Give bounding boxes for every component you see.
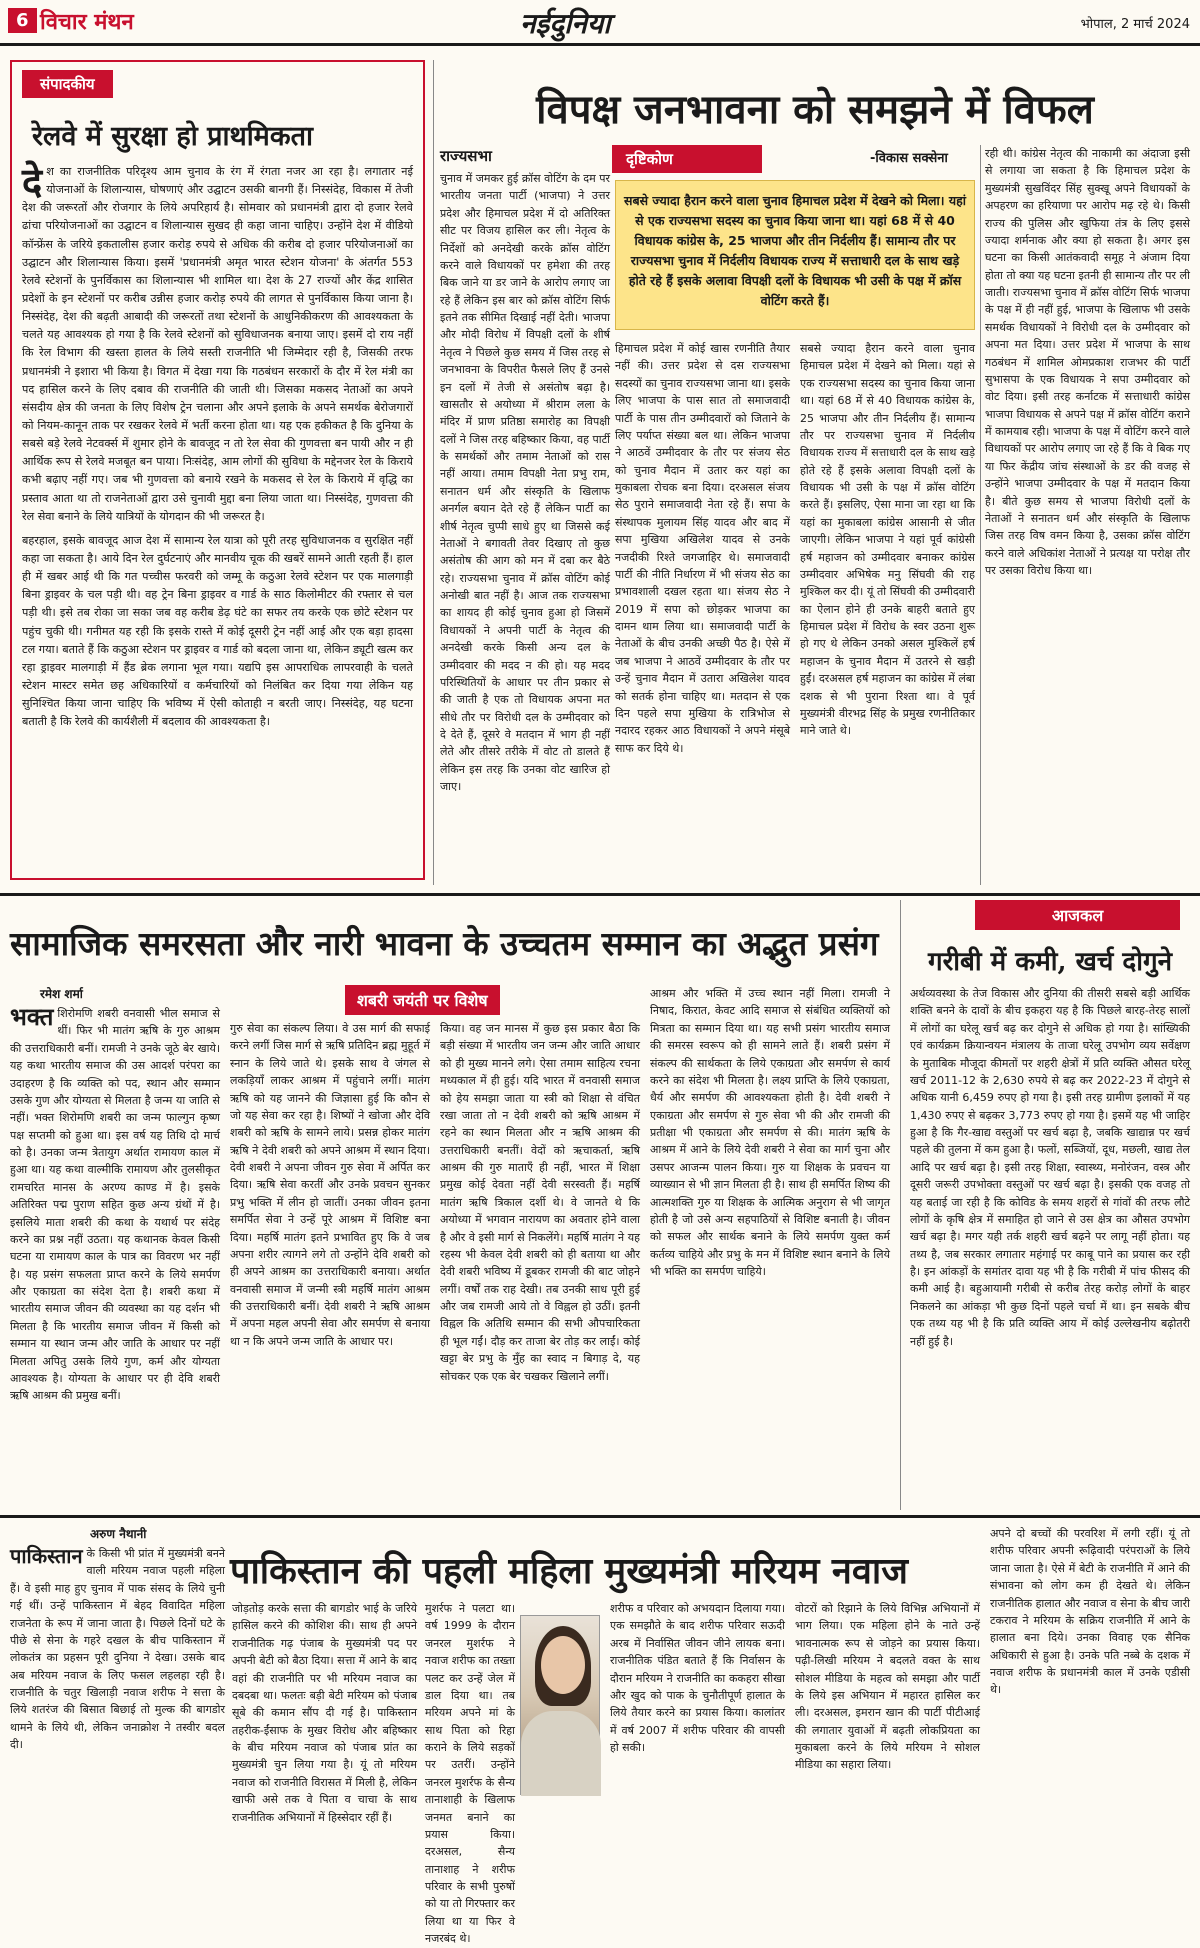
- aajkal-body: अर्थव्यवस्था के तेज विकास और दुनिया की तीसरी सबसे बड़ी आर्थिक शक्ति बनने के दावों के बीच इकहरा यह है कि पिछले बारह-तेरह सालों में लोगों का घरेलू खर्च बढ़ कर दोगुने से अधिक हो गया है। सांख्यिकी एवं कार्यक्रम क्रियान्वयन मंत्रालय के ताजा घरेलू उपभोग व्यय सर्वेक्षण के मुताबिक मौजूदा कीमतों पर शहरी क्षेत्रों में प्रति व्यक्ति औसत घरेलू खर्च 2011-12 के 2,630 रुपये से बढ़ कर 2022-23 में दोगुने से अधिक यानी 6,459 रुपए हो गया है। इसी तरह ग्रामीण इलाकों में यह 1,430 रुपए से बढ़कर 3,773 रुपए हो गया है। इसमें यह भी जाहिर हुआ है कि गैर-खाद्य वस्तुओं पर खर्च बढ़ा है, जबकि खाद्यान्न पर खर्च पहले की तुलना में कम हुआ है। फलों, सब्जियों, दूध, मछली, खाद्य तेल आदि पर खर्च बढ़ा है। इसी तरह शिक्षा, स्वास्थ्य, मनोरंजन, वस्त्र और दूसरी जरूरी उपभोक्ता वस्तुओं पर खर्च बढ़ा है। इसकी एक वजह तो यह बताई जा रही है कि कोविड के समय शहरों से गांवों की तरफ लौटे लोगों के कृषि क्षेत्र में समाहित हो जाने से उस क्षेत्र का औसत उपभोग खर्च बढ़ा है। मगर यही तर्क शहरी खर्च बढ़ने पर लागू नहीं होता। यह तथ्य है, जब सरकार लगातार महंगाई पर काबू पाने का प्रयास कर रही है। इन आंकड़ों के समांतर दावा यह भी है कि गरीबी में पांच फीसद की कमी आई है। बहुआयामी गरीबी से करीब तेरह करोड़ लोगों के बाहर निकलने का आंकड़ा भी कुछ दिनों पहले चर्चा में था। इन सबके बीच एक तथ्य यह भी है कि प्रति व्यक्ति आय में कोई उल्लेखनीय बढ़ोतरी नहीं हुई है।: [910, 987, 1190, 1348]
- divider: [433, 60, 434, 885]
- feature-dropcap: भक्त: [10, 1003, 54, 1031]
- pakistan-column-1: [10, 1545, 225, 1890]
- section-rule: [0, 893, 1200, 896]
- lead-headline: विपक्ष जनभावना को समझने में विफल: [536, 86, 1094, 133]
- editorial-tag: संपादकीय: [22, 70, 113, 98]
- pakistan-column-2: जोड़तोड़ करके सत्ता की बागडोर भाई के जरिये हासिल करने की कोशिश की। साथ ही अपने राजनीतिक गढ़ पंजाब के मुख्यमंत्री पद पर अपनी बेटी को बैठा दिया। सत्ता में आने के बाद वहां की राजनीति पर भी मरियम नवाज का दबदबा था। फलतः बड़ी बेटी मरियम को पंजाब सूबे की कमान सौंप दी गई है। पाकिस्तान तहरीक-ईंसाफ के मुखर विरोध और बहिष्कार के बीच मरियम नवाज को पंजाब प्रांत का मुख्यमंत्री चुन लिया गया है। यूं तो मरियम नवाज को राजनीति विरासत में मिली है, लेकिन खाफी असे तक वे पिता व चाचा के साथ राजनीतिक अभियानों में हिस्सेदार रहीं हैं।: [232, 1602, 417, 1824]
- section-name: विचार मंथन: [40, 10, 134, 35]
- lead-column-3: सबसे ज्यादा हैरान करने वाला चुनाव हिमाचल प्रदेश में देखने को मिला। यहां से एक राज्यसभा सदस्य का चुनाव किया जाना था। यहां 68 में से 40 विधायक कांग्रेस के, 25 भाजपा और तीन निर्दलीय हैं। सामान्य तौर पर राज्यसभा चुनाव में निर्दलीय विधायक राज्य में सत्ताधारी दल के साथ खड़े होते रहे हैं इसके अलावा विपक्षी दलों के विधायक भी उसी के पक्ष में क्रॉस वोटिंग करते हैं। इसलिए, ऐसा माना जा रहा था कि यहां का मुकाबला कांग्रेस आसानी से जीत जाएगी। लेकिन भाजपा ने यहां पूर्व कांग्रेसी हर्ष महाजन को उम्मीदवार बनाकर कांग्रेस उम्मीदवार अभिषेक मनु सिंघवी की राह मुश्किल कर दी। यूं तो सिंघवी की उम्मीदवारी का ऐलान होने ही उनके बाहरी बताते हुए हिमाचल प्रदेश में विरोध के स्वर उठना शुरू हो गए थे लेकिन उनको असल मुश्किलें हर्ष महाजन के चुनाव मैदान में उतरने से खड़ी हुईं। दरअसल हर्ष महाजन का कांग्रेस में लंबा दशक से भी पुराना रिश्ता था। वे पूर्व मुख्यमंत्री वीरभद्र सिंह के प्रमुख रणनीतिकार माने जाते थे।: [800, 342, 975, 738]
- feature-column-3: किया। वह जन मानस में कुछ इस प्रकार बैठा कि बड़ी संख्या में भारतीय जन जन्म और जाति आधार को ही मुख्य मानने लगे। ऐसा तमाम साहित्य रचना मध्यकाल में ही हुई। यदि भारत में वनवासी समाज को हेय समझा जाता या स्त्री को शिक्षा से वंचित रखा जाता तो न देवी शबरी को ऋषि आश्रम में रहने का स्थान मिलता और न ऋषि आश्रम की उत्तराधिकारी बनतीं। वेदों को ऋचाकर्ता, ऋषि आश्रम की गुरु माताएँ ही नहीं, भारत में शिक्षा प्रमुख कोई देवता नहीं देवी सरस्वती हैं। महर्षि मातंग ऋषि त्रिकाल दर्शी थे। वे जानते थे कि अयोध्या में भगवान नारायण का अवतार होने वाला है और वे इसी मार्ग से निकलेंगे। महर्षि मातंग ने यह रहस्य भी केवल देवी शबरी को ही बताया था और देवी शबरी भविष्य में डूबकर रामजी की बाट जोहने लगीं। वर्षों तक राह देखी। तब उनकी साध पूरी हुई और जब रामजी आये तो वे विह्वल हो उठीं। इतनी विह्वल कि अतिथि सम्मान की सभी औपचारिकता ही भूल गईं। दौड़ कर ताजा बेर तोड़ कर लाईं। कोई खट्टा बेर प्रभु के मुँह का स्वाद न बिगाड़ दे, यह सोचकर एक एक बेर चखकर खिलाने लगीं।: [440, 1022, 640, 1383]
- feature-column-2: गुरु सेवा का संकल्प लिया। वे उस मार्ग की सफाई करने लगीं जिस मार्ग से ऋषि प्रतिदिन ब्रह्म मुहूर्त में स्नान के लिये जाते थे। इसके साथ वे जंगल से लकड़ियाँ लाकर आश्रम में पहुंचाने लगीं। मातंग ऋषि को यह जानने की जिज्ञासा हुई कि कौन से जो यह सेवा कर रहा है। शिष्यों ने खोजा और देवि शबरी को ऋषि के सामने लाये। प्रसन्न होकर मातंग ऋषि ने देवी शबरी को अपने आश्रम में स्थान दिया। देवी शबरी ने अपना जीवन गुरु सेवा में अर्पित कर दिया। ऋषि सेवा करतीं और उनके प्रवचन सुनकर प्रभु भक्ति में लीन हो जातीं। उनका जीवन इतना समर्पित सेवा ने उन्हें पूरे आश्रम में विशिष्ट बना दिया। महर्षि मातंग इतने प्रभावित हुए कि वे जब अपना शरीर त्यागने लगे तो उन्होंने देवि शबरी को ही अपने आश्रम का उत्तराधिकारी बनाया। अर्थात वनवासी समाज में जन्मी स्त्री महर्षि मातंग आश्रम की उत्तराधिकारी बनीं। देवी शबरी ने ऋषि आश्रम में अपना महल अपनी सेवा और समर्पण से बनाया था न कि अपने जन्म जाति के आधार पर।: [230, 1022, 430, 1348]
- page-number: 6: [8, 8, 37, 33]
- lead-section-label: राज्यसभा: [440, 147, 492, 165]
- pakistan-column-5: वोटरों को रिझाने के लिये विभिन्न अभियानों में भाग लिया। एक महिला होने के नाते उन्हें भावनात्मक रूप से जोड़ने का प्रयास किया। पढ़ी-लिखी मरियम ने बदलते वक्त के साथ सोशल मीडिया के महत्व को समझा और पार्टी के लिये इस अभियान में महारत हासिल कर ली। दरअसल, इमरान खान की पार्टी पीटीआई की लगातार युवाओं में बढ़ती लोकप्रियता का मुकाबला करने के लिये मरियम ने सोशल मीडिया का सहारा लिया।: [795, 1602, 980, 1772]
- pakistan-dropcap: पाकिस्तान: [10, 1544, 83, 1568]
- editorial-body: [22, 160, 413, 731]
- lead-column-1: चुनाव में जमकर हुई क्रॉस वोटिंग के दम पर भारतीय जनता पार्टी (भाजपा) ने उत्तर प्रदेश और हिमाचल प्रदेश में दो अतिरिक्त सीट पर विजय हासिल कर ली। नेतृत्व के निर्देशों को अनदेखी करके क्रॉस वोटिंग करने वाले विधायकों पर हमेशा की तरह बिक जाने या डर जाने के आरोप लगाए जा रहे हैं लेकिन इस बार को क्रॉस वोटिंग सिर्फ इतने तक सीमित दिखाई नहीं देती। भाजपा और मोदी विरोध में विपक्षी दलों के शीर्ष नेतृत्व ने पिछले कुछ समय में जिस तरह से जनभावना के विपरीत फैसले लिए हैं उनसे इन दलों में तेजी से असंतोष बढ़ा है। खासतौर से अयोध्या में श्रीराम लला के मंदिर में प्राण प्रतिष्ठा समारोह का विपक्षी दलों ने जिस तरह बहिष्कार किया, वह पार्टी के समर्थकों और तमाम नेताओं को रास नहीं आया। तमाम विपक्षी नेता प्रभु राम, सनातन धर्म और संस्कृति के खिलाफ अनर्गल बयान देते रहे हैं लेकिन पार्टी का शीर्ष नेतृत्व चुप्पी साधे हुए था जिससे कई नेताओं ने बगावती तेवर दिखाए तो कुछ असंतोष की आग को मन में दबा कर बैठे रहे। राज्यसभा चुनाव में क्रॉस वोटिंग कोई अनोखी बात नहीं है। आज तक राज्यसभा का शायद ही कोई चुनाव हुआ हो जिसमें विधायकों ने अपनी पार्टी के नेतृत्व की अनदेखी करके किसी अन्य दल के उम्मीदवार की मदद न की हो। यह मदद परिस्थितियों के आधार पर तीन प्रकार से की जाती है एक तो विधायक अपना मत सीधे तौर पर विरोधी दल के उम्मीदवार को दे देते हैं, दूसरे वे मतदान में भाग ही नहीं लेते और तीसरे तरीके में वोट तो डालते हैं लेकिन इस तरह कि उनका वोट खारिज हो जाए।: [440, 172, 610, 794]
- feature-column-4: आश्रम और भक्ति में उच्च स्थान नहीं मिला। रामजी ने निषाद, किरात, केवट आदि समाज से संबंधित व्यक्तियों को मित्रता का सम्मान दिया था। यह सभी प्रसंग भारतीय समाज की समरस स्वरूप को ही सामने लाते हैं। शबरी प्रसंग में संकल्प की सार्थकता के लिये एकाग्रता और समर्पण से कार्य करने का संदेश भी मिलता है। लक्ष्य प्राप्ति के लिये एकाग्रता, धैर्य और समर्पण की आवश्यकता होती है। देवी शबरी ने एकाग्रता और समर्पण से गुरु सेवा भी की और रामजी की प्रतीक्षा भी एकाग्रता और समर्पण से की। मातंग ऋषि के आश्रम में आने के लिये देवी शबरी ने सेवा का मार्ग चुना और उसपर आजन्म पालन किया। गुरु या शिक्षक के प्रवचन या व्याख्यान से भी ज्ञान मिलता ही है। साथ ही समर्पित शिष्य की आत्मशक्ति गुरु या शिक्षक के आत्मिक अनुराग से भी जागृत होती है जो उसे अन्य सहपाठियों से विशिष्ट बनाती है। जीवन को सफल और सार्थक बनाने के लिये समर्पण युक्त कर्म कर्तव्य चाहिये और प्रभु के मन में विशिष्ट स्थान बनाने के लिये भी भक्ति का समर्पण चाहिये।: [650, 987, 890, 1278]
- lead-byline: -विकास सक्सेना: [870, 151, 948, 166]
- aajkal-headline: गरीबी में कमी, खर्च दोगुने: [927, 947, 1173, 977]
- feature-headline: सामाजिक समरसता और नारी भावना के उच्चतम सम्मान का अद्भुत प्रसंग: [10, 924, 879, 963]
- editorial-paragraph-2: बहरहाल, इसके बावजूद आज देश में सामान्य रेल यात्रा को पूरी तरह सुविधाजनक व सुरक्षित नहीं कहा जा सकता है। आये दिन रेल दुर्घटनाएं और मानवीय चूक की खबरें सामने आती रहती हैं। हाल ही में खबर आई थी कि गत पच्चीस फरवरी को जम्मू के कठुआ रेलवे स्टेशन पर एक मालगाड़ी बिना ड्राइवर के चल पड़ी थी। वह ट्रेन बिना ड्राइवर व गार्ड के साठ किलोमीटर की रफ्तार से चल पड़ी थी। इसे तब रोका जा सका जब वह करीब डेढ़ घंटे का सफर तय करके एक छोटे स्टेशन पर पहुंच चुकी थी। गनीमत यह रही कि इसके रास्ते में कोई दूसरी ट्रेन नहीं आई और एक बड़ा हादसा टल गया। बताते हैं कि कठुआ स्टेशन पर ड्राइवर व गार्ड को बदला जाना था, लेकिन ड्यूटी खत्म कर रहा ड्राइवर मालगाड़ी में हैंड ब्रेक लगाना भूल गया। यद्यपि इस आपराधिक लापरवाही के चलते स्टेशन मास्टर समेत छह अधिकारियों व कर्मचारियों को निलंबित कर दिया गया लेकिन यह सुनिश्चित किया जाना चाहिए कि भविष्य में ऐसी कोताही न बरती जाए। निस्संदेह, यह घटना बताती है कि रेलवे की कार्यशैली में बदलाव की आवश्यकता है।: [22, 533, 413, 729]
- portrait-scarf: [521, 1711, 601, 1796]
- editorial-box: [10, 60, 425, 880]
- pakistan-column-3: मुशर्रफ ने पलटा था। वर्ष 1999 के दौरान जनरल मुशर्रफ ने नवाज शरीफ का तख्ता पलट कर उन्हें जेल में डाल दिया था। तब मरियम अपने मां के साथ पिता को रिहा कराने के लिये सड़कों पर उतरीं। उन्होंने जनरल मुशर्रफ के सैन्य तानाशाही के खिलाफ जनमत बनाने का प्रयास किया। दरअसल, सैन्य तानाशाह ने शरीफ परिवार के सभी पुरुषों को या तो गिरफ्तार कर लिया था या फिर वे नजरबंद थे।: [425, 1602, 515, 1946]
- section-rule: [0, 1515, 1200, 1518]
- lead-tag: दृष्टिकोण: [612, 145, 762, 173]
- pakistan-column-6: अपने दो बच्चों की परवरिश में लगी रहीं। यूं तो शरीफ परिवार अपनी रूढ़िवादी परंपराओं के लिये जाना जाता है। ऐसे में बेटी के राजनीति में आने की संभावना को लोग कम ही देखते थे। लेकिन राजनीतिक हालात और नवाज व सेना के बीच जारी टकराव ने मरियम के सक्रिय राजनीति में आने के हालात बना दिये। उनका विवाह एक सैनिक अधिकारी से हुआ है। उनके पति नब्बे के दशक में नवाज शरीफ के प्रधानमंत्री काल में उनके एडीसी थे।: [990, 1527, 1190, 1697]
- aajkal-tag: आजकल: [975, 900, 1180, 930]
- editorial-paragraph-1: श का राजनीतिक परिदृश्य आम चुनाव के रंग में रंगता नजर आ रहा है। लगातार नई योजनाओं के शिलान्यास, घोषणाएं और उद्घाटन उसकी बानगी हैं। निस्संदेह, विकास में तेजी देश की जरूरतों और रोजगार के लिये अपरिहार्य है। सोमवार को प्रधानमंत्री द्वारा दो हजार रेलवे ढांचा परियोजनाओं का उद्घाटन व शिलान्यास सुखद ही कहा जाना चाहिए। उन्होंने देश में वीडियो कॉन्फ्रेंस के जरिये इकतालीस हजार करोड़ रुपये से अधिक की करीब दो हजार परियोजनाओं का उद्घाटन और शिलान्यास किया। इसमें 'प्रधानमंत्री अमृत भारत स्टेशन योजना' के अंतर्गत 553 रेलवे स्टेशनों के पुनर्विकास का शिलान्यास भी शामिल था। देश के 27 राज्यों और केंद्र शासित प्रदेशों के इन स्टेशनों पर करीब उन्नीस हजार करोड़ रुपये की लागत से पुनर्विकास किया जाना है। निस्संदेह, देश की बढ़ती आबादी की जरूरतों तथा स्टेशनों के आधुनिकीकरण की आवश्यकता के चलते यह आवश्यक हो गया है कि रेलवे स्टेशनों को सुविधाजनक बनाया जाए। इसमें दो राय नहीं कि रेल विभाग की खस्ता हालत के लिये सस्ती राजनीति भी जिम्मेदार रही है, जिसकी तरफ प्रधानमंत्री ने इशारा भी किया है। विगत में देखा गया कि गठबंधन सरकारों के दौर में रेल मंत्री का पद हासिल करने के लिए दबाव की राजनीति की जाती थी। जिसका मकसद नेताओं का अपने संसदीय क्षेत्र की जनता के लिए विशेष ट्रेन चलाना और अपने इलाके के अपने समर्थक बेरोजगारों को नियम-कानून ताक पर रखकर रेलवे में भर्ती करना होता था। यह एक हकीकत है कि दुनिया के सबसे बड़े रेलवे नेटवर्क्स में शुमार होने के बावजूद न तो रेल सेवा की गुणवत्ता बन पायी और न ही आर्थिक रूप से रेलवे मजबूत बन पाया। निःसंदेह, आम लोगों की सुविधा के मद्देनजर रेल के किराये कभी बढ़ाए नहीं गए। जब भी गुणवत्ता को बनाये रखने के मकसद से रेल के किराये में वृद्धि का प्रस्ताव आता था तो राजनेताओं द्वारा उसे चुनावी मुद्दा बना लिया जाता था। निस्संदेह, गुणवत्ता की रेल सेवा बनाने के लिये यात्रियों के योगदान की भी जरूरत है।: [22, 165, 413, 523]
- newspaper-logo: नईदुनिया: [520, 7, 611, 40]
- feature-column-1: [10, 1005, 220, 1505]
- pakistan-column-1-text: के किसी भी प्रांत में मुख्यमंत्री बनने वाली मरियम नवाज पहली महिला हैं। वे इसी माह हुए चुनाव में पाक संसद के लिये चुनी गई थीं। उन्हें पाकिस्तान में बेहद विवादित महिला राजनेता के रूप में जाना जाता है। पिछले दिनों घटे के पीछे से सेना के गहरे दखल के बीच पाकिस्तान में लोकतंत्र का प्रहसन पूरी दुनिया ने देखा। उसके बाद अब मरियम नवाज के लिए फसल लहलहा रही है। राजनीति के चतुर खिलाड़ी नवाज शरीफ ने सत्ता के लिये शतरंज की बिसात बिछाई तो मुल्क की बागडोर थामने के लिये थी, लेकिन जनाक्रोश ने तस्वीर बदल दी।: [10, 1547, 225, 1752]
- portrait-photo: [520, 1615, 600, 1795]
- lead-pull-quote: सबसे ज्यादा हैरान करने वाला चुनाव हिमाचल प्रदेश में देखने को मिला। यहां से एक राज्यसभा सदस्य का चुनाव किया जाना था। यहां 68 में से 40 विधायक कांग्रेस के, 25 भाजपा और तीन निर्दलीय हैं। सामान्य तौर पर राज्यसभा चुनाव में निर्दलीय विधायक राज्य में सत्ताधारी दल के साथ खड़े होते रहे हैं इसके अलावा विपक्षी दलों के विधायक भी उसी के पक्ष में क्रॉस वोटिंग करते हैं।: [615, 180, 975, 330]
- pakistan-headline: पाकिस्तान की पहली महिला मुख्यमंत्री मरियम नवाज: [230, 1550, 908, 1592]
- pakistan-column-4: शरीफ व परिवार को अभयदान दिलाया गया। एक समझौते के बाद शरीफ परिवार सऊदी अरब में निर्वासित जीवन जीने लायक बना। राजनीतिक पंडित बताते हैं कि निर्वासन के दौरान मरियम ने राजनीति का ककहरा सीखा और खुद को पाक के चुनौतीपूर्ण हालात के लिये तैयार करने का प्रयास किया। कालांतर में वर्ष 2007 में शरीफ परिवार की वापसी हो सकी।: [610, 1602, 785, 1754]
- feature-tag: शबरी जयंती पर विशेष: [345, 985, 500, 1015]
- pakistan-byline: अरुण नैथानी: [90, 1527, 147, 1541]
- dateline: भोपाल, 2 मार्च 2024: [1080, 17, 1190, 32]
- editorial-dropcap: दे: [22, 160, 43, 204]
- divider: [980, 145, 981, 885]
- editorial-title: रेलवे में सुरक्षा हो प्राथमिकता: [32, 121, 313, 152]
- masthead: [0, 0, 1200, 46]
- lead-column-4: रही थी। कांग्रेस नेतृत्व की नाकामी का अंदाजा इसी से लगाया जा सकता है कि हिमाचल प्रदेश के मुख्यमंत्री सुखविंदर सिंह सुक्खू अपने विधायकों के अपहरण का हरियाणा पर आरोप मढ़ रहे थे। किसी राज्य की पुलिस और खुफिया तंत्र के लिए इससे ज्यादा शर्मनाक और क्या हो सकता है। अगर इस घटना का किसी आतंकवादी समूह ने अंजाम दिया होता तो क्या यह घटना इतनी ही सामान्य तौर पर ली जाती। राज्यसभा चुनाव में क्रॉस वोटिंग सिर्फ भाजपा के पक्ष में ही नहीं हुई, भाजपा के खिलाफ भी उसके समर्थक विधायकों ने विरोधी दल के उम्मीदवार को अपना मत दिया। उत्तर प्रदेश में भाजपा के साथ गठबंधन में शामिल ओमप्रकाश राजभर की पार्टी सुभासपा के एक विधायक ने सपा उम्मीदवार को वोट दिया। इसी तरह कर्नाटक में सत्ताधारी कांग्रेस भाजपा विधायक से अपने पक्ष में क्रॉस वोटिंग कराने में कामयाब रही। भाजपा के पक्ष में वोटिंग करने वाले विधायकों पर आरोप लगाए जा रहे हैं कि वे बिक गए या फिर केंद्रीय जांच संस्थाओं के डर की वजह से उन्होंने भाजपा उम्मीदवार के पक्ष में मतदान किया है। बीते कुछ समय से भाजपा विरोधी दलों के नेताओं ने सनातन धर्म और संस्कृति के खिलाफ जिस तरह विष वमन किया है, उसका क्रॉस वोटिंग करने वाले अधिकांश नेताओं ने प्रत्यक्ष या परोक्ष तौर पर उसका विरोध किया था।: [985, 147, 1190, 577]
- portrait-face: [541, 1636, 585, 1694]
- feature-column-1-text: शिरोमणि शबरी वनवासी भील समाज से थीं। फिर भी मातंग ऋषि के गुरु आश्रम की उत्तराधिकारी बनीं। रामजी ने उनके जूठे बेर खाये। यह कथा भारतीय समाज की उस आदर्श परंपरा का उदाहरण है कि व्यक्ति को पद, स्थान और सम्मान उसके गुण और योग्यता से मिलता है जन्म या जाति से नहीं। भक्त शिरोमणि शबरी का जन्म फाल्गुन कृष्ण पक्ष सप्तमी को हुआ था। इस वर्ष यह तिथि दो मार्च को है। उनका जन्म त्रेतायुग अर्थात रामायण काल में हुआ था। यह कथा वाल्मीकि रामायण और तुलसीकृत रामचरित मानस के अरण्य काण्ड में है। इसके अतिरिक्त पद्म पुराण सहित कुछ अन्य ग्रंथों में है। इसलिये माता शबरी की कथा के यथार्थ पर संदेह करने का प्रश्न नहीं उठता। यह कथानक केवल किसी घटना या रामायण काल के पात्र का विवरण भर नहीं है। यह प्रसंग सफलता प्राप्त करने के लिये समर्पण और एकाग्रता का संदेश देता है। शबरी कथा में भारतीय समाज जीवन की व्यवस्था का यह दर्शन भी मिलता है कि भारतीय समाज जीवन में किसी को सम्मान या स्थान जन्म और जाति के आधार पर नहीं मिलता अपितु उसके लिये गुण, कर्म और योग्यता आवश्यक है। योग्यता के आधार पर ही देवि शबरी ऋषि आश्रम की प्रमुख बनीं।: [10, 1007, 220, 1403]
- feature-byline: रमेश शर्मा: [40, 987, 83, 1001]
- divider: [900, 900, 901, 1510]
- lead-column-2: हिमाचल प्रदेश में कोई खास रणनीति तैयार नहीं की। उत्तर प्रदेश से दस राज्यसभा सदस्यों का चुनाव राज्यसभा जाना था। इसके लिए भाजपा के पास सात तो समाजवादी पार्टी के पास तीन उम्मीदवारों को जिताने के लिए पर्याप्त संख्या बल था। लेकिन भाजपा ने आठवें उम्मीदवार के तौर पर संजय सेठ को चुनाव मैदान में उतार कर यहां का मुकाबला रोचक बना दिया। दरअसल संजय सेठ पुराने समाजवादी नेता रहे हैं। सपा के संस्थापक मुलायम सिंह यादव और बाद में सपा मुखिया अखिलेश यादव से उनके नजदीकी रिश्ते जगजाहिर थे। समाजवादी पार्टी की नीति निर्धारण में भी संजय सेठ का प्रभावशाली दखल रहता था। संजय सेठ ने 2019 में सपा को छोड़कर भाजपा का दामन थाम लिया था। समाजवादी पार्टी के नेताओं के बीच उनकी अच्छी पैठ है। ऐसे में जब भाजपा ने आठवें उम्मीदवार के तौर पर उन्हें चुनाव मैदान में उतारा अखिलेश यादव को सतर्क होना चाहिए था। मतदान से एक दिन पहले सपा मुखिया के रात्रिभोज से नदारद रहकर आठ विधायकों ने अपने मंसूबे साफ कर दिये थे।: [615, 342, 790, 755]
